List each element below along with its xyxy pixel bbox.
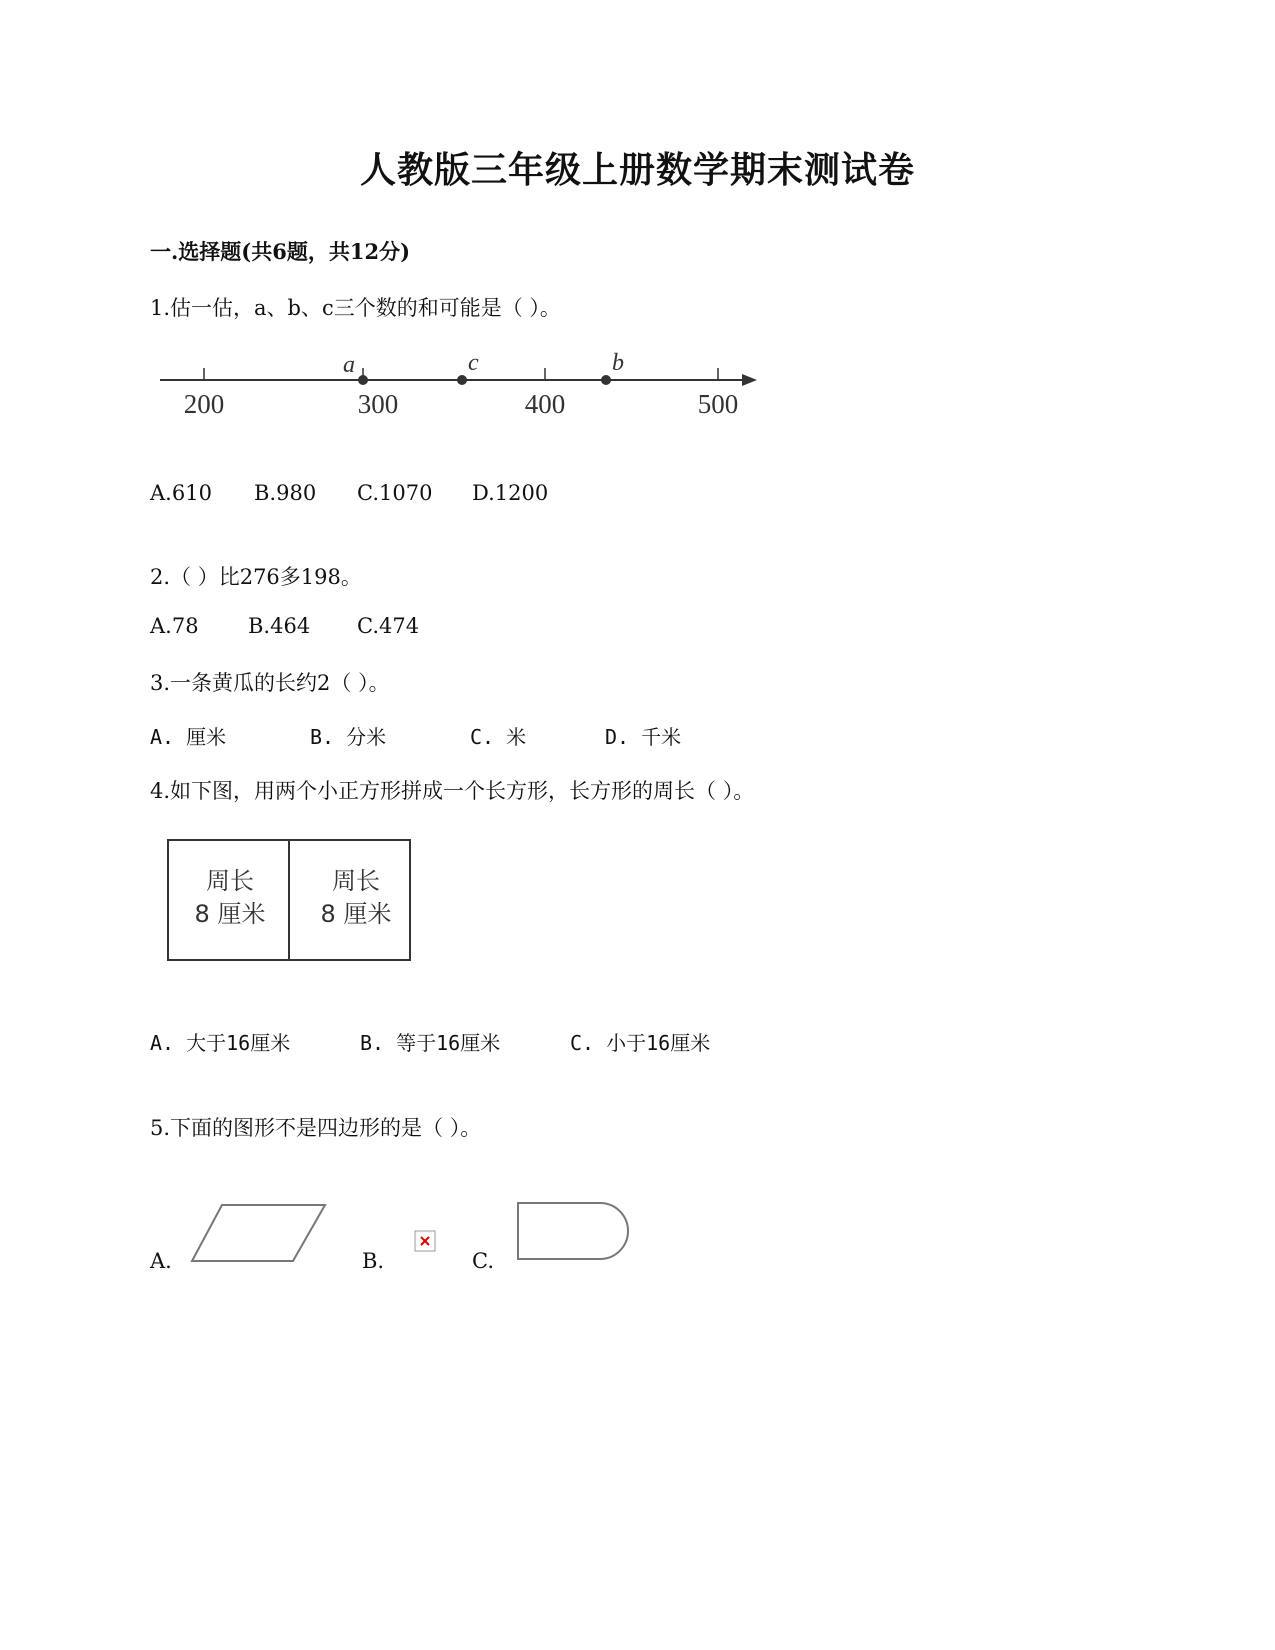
- option-d[interactable]: D. 千米: [605, 725, 682, 749]
- section-heading: 一.选择题(共6题，共12分): [150, 239, 411, 264]
- tick-label-200: 200: [183, 389, 225, 419]
- options-q4: [150, 1027, 710, 1056]
- option-b[interactable]: B.464: [248, 614, 311, 638]
- cell-2-line-1: 周长: [332, 867, 380, 895]
- number-line-figure: [145, 340, 775, 430]
- label-c: c: [468, 350, 479, 376]
- tick-label-300: 300: [357, 389, 399, 419]
- point-c: [457, 375, 467, 385]
- question-5: 5.下面的图形不是四边形的是（ ）。: [150, 1116, 482, 1140]
- options-q2: [150, 614, 419, 638]
- option-c-label[interactable]: C.: [472, 1249, 494, 1273]
- cell-1-line-1: 周长: [206, 867, 254, 895]
- option-b[interactable]: B. 分米: [310, 725, 387, 749]
- question-3: 3.一条黄瓜的长约2（ ）。: [150, 671, 390, 695]
- option-c[interactable]: C. 小于16厘米: [570, 1031, 711, 1055]
- point-a: [358, 375, 368, 385]
- point-b: [601, 375, 611, 385]
- option-a[interactable]: A. 厘米: [150, 725, 227, 749]
- option-d[interactable]: D.1200: [472, 481, 549, 505]
- question-1: 1.估一估，a、b、c三个数的和可能是（ ）。: [150, 296, 561, 320]
- option-a-label[interactable]: A.: [150, 1249, 172, 1273]
- label-b: b: [612, 350, 624, 376]
- option-c[interactable]: C.1070: [357, 481, 433, 505]
- rounded-rectangle-shape[interactable]: [516, 1200, 636, 1264]
- parallelogram-shape[interactable]: [190, 1200, 330, 1270]
- question-4: 4.如下图，用两个小正方形拼成一个长方形，长方形的周长（ ）。: [150, 779, 755, 803]
- option-a[interactable]: A.610: [150, 481, 212, 505]
- cell-2-line-2: 8 厘米: [320, 900, 392, 928]
- options-q1: [150, 481, 548, 505]
- broken-image-icon[interactable]: [414, 1230, 438, 1254]
- option-b[interactable]: B. 等于16厘米: [360, 1031, 501, 1055]
- cell-1-line-2: 8 厘米: [194, 900, 266, 928]
- label-a: a: [343, 352, 355, 378]
- tick-label-400: 400: [524, 389, 566, 419]
- option-b-label[interactable]: B.: [362, 1249, 385, 1273]
- option-b[interactable]: B.980: [254, 481, 317, 505]
- option-c[interactable]: C. 米: [470, 725, 527, 749]
- two-squares-figure: [160, 832, 420, 962]
- page-title: 人教版三年级上册数学期末测试卷: [359, 149, 915, 191]
- option-a[interactable]: A.78: [150, 614, 199, 638]
- option-a[interactable]: A. 大于16厘米: [150, 1031, 291, 1055]
- number-line-arrow: [742, 374, 757, 386]
- option-c[interactable]: C.474: [357, 614, 420, 638]
- tick-label-500: 500: [697, 389, 739, 419]
- options-q3: [150, 721, 681, 750]
- question-2: 2.（ ）比276多198。: [150, 565, 362, 589]
